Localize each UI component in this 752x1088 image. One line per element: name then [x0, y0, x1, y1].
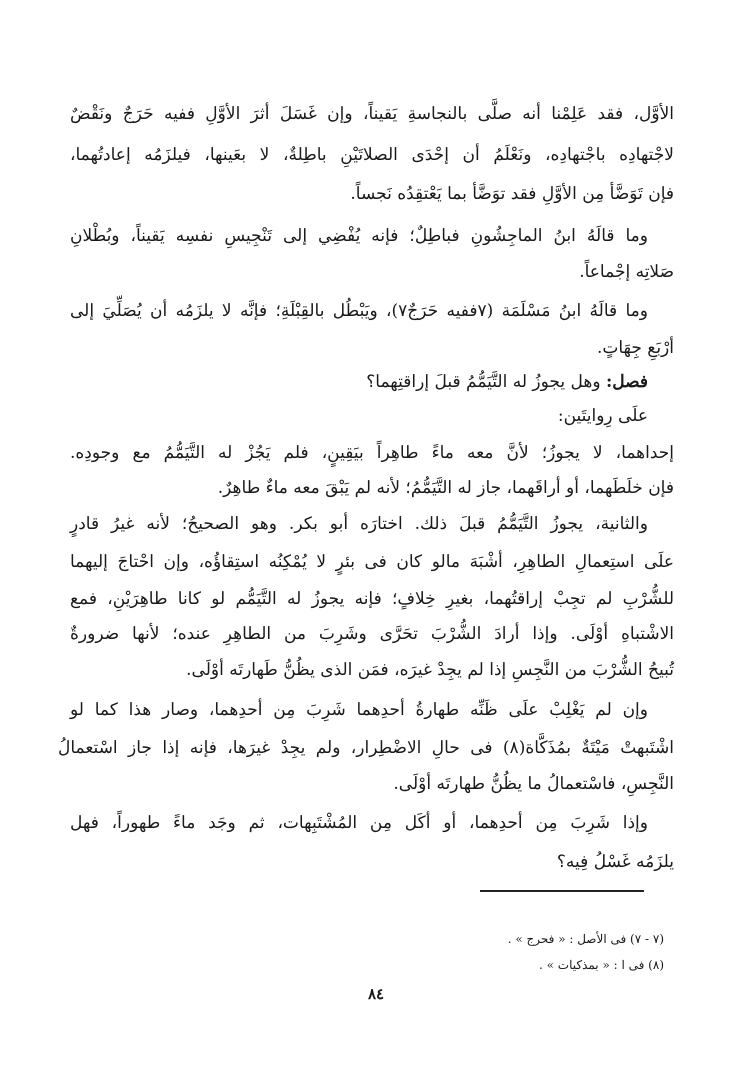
footnote-8: (٨) فى ا : « بمذكيات » .: [539, 958, 664, 972]
text-line-15: الاشْتباهِ أوْلَى. وإذا أرادَ الشُّرْبَ تحَرَّى وشَرِبَ من الطاهِرِ عنده؛ لأنها ضرورةٌ: [70, 624, 674, 644]
footnote-7: (٧ - ٧) فى الأصل : « فحرج » .: [507, 932, 664, 946]
text-line-13: علَى استِعمالِ الطاهِرِ، أشْبَهَ مالو كان فى بئرٍ لا يُمْكِنُه استِقاؤُه، وإن احْتاجَ إليهما: [70, 552, 674, 572]
text-line-17: وإن لم يَغْلِبْ علَى ظَنِّه طهارةُ أحدِهما شَرِبَ مِن أحدِهما، وصار هذا كما لو: [70, 700, 648, 720]
text-line-3: فإن تَوَضَّأ مِن الأوَّلِ فقد توَضَّأ بما يَعْتقِدُه نَجساً.: [350, 184, 674, 204]
text-line-12: والثانية، يجوزُ التَّيَمُّمُ قبلَ ذلك. اختارَه أبو بكر. وهو الصحيحُ؛ لأنه غيرُ قادرٍ: [70, 514, 648, 534]
text-line-20: وإذا شَرِبَ مِن أحدِهما، أو أكَل مِن المُشْتَبِهات، ثم وجَد ماءً طهوراً، فهل: [70, 813, 648, 833]
text-line-21: يلزَمُه غَسْلُ فِيه؟: [556, 852, 674, 872]
text-line-10: إحداهما، لا يجوزُ؛ لأنَّ معه ماءً طاهِراً بيَقِينٍ، فلم يَجُزْ له التَّيَمُّمُ مع وجودِه.: [70, 443, 674, 463]
text-line-4: وما قالَهُ ابنُ الماجِشُونِ فباطِلٌ؛ فإنه يُفْضِي إلى تَنْجِيسِ نفسِه يَقيناً، وبُطْلانِ: [70, 226, 648, 246]
footnote-separator: [480, 890, 644, 892]
text-line-14: للشُّرْبِ لم تجِبْ إراقتُهما، بغيرِ خِلافٍ؛ فإنه يجوزُ له التَّيَمُّم لو كانا طاهِرَيْنِ، فمع: [70, 589, 674, 609]
text-line-9: علَى رِوايتَين:: [557, 406, 648, 426]
text-line-1: الأوَّل، فقد عَلِمْنا أنه صلَّى بالنجاسةِ يَقيناً، وإن غَسَلَ أثرَ الأوَّلِ ففيه حَرَجٌ ونَقْضٌ: [70, 104, 674, 124]
text-line-5: صَلاتِه إجْماعاً.: [579, 262, 674, 282]
text-line-16: تُبيحُ الشُّرْبَ من النَّجِسِ إذا لم يجِدْ غيرَه، فمَن الذى يظُنُّ طَهارتَه أوْلَى.: [186, 660, 674, 680]
text-line-11: فإن خلَطَهما، أو أراقَهما، جاز له التَّيَمُّمُ؛ لأنه لم يَبْقَ معه ماءٌ طاهِرٌ.: [217, 478, 674, 498]
fasl-label: فصل:: [605, 372, 648, 392]
text-line-7: أرْبَعِ جِهَاتٍ.: [596, 338, 674, 358]
text-line-19: النَّجِسِ، فاسْتعمالُ ما يظُنُّ طهارتَه أوْلَى.: [393, 774, 674, 794]
text-line-2: لاجْتهادِه باجْتهادِه، ونَعْلَمُ أن إحْدَى الصلاتَيْنِ باطِلةٌ، لا بعَينها، فيلزَمُه إعادتُهما،: [70, 145, 674, 165]
section-heading-text: وهل يجوزُ له التَّيَمُّمُ قبلَ إراقتِهما؟: [366, 372, 601, 392]
text-line-6: وما قالَهُ ابنُ مَسْلَمَة (٧ففيه حَرَجٌ٧)، ويَبْطُل بالقِبْلَةِ؛ فإنَّه لا يلزَمُه أن يُصَلِّيَ إلى: [70, 301, 648, 321]
text-line-18: اشْتَبهتْ مَيْتَةٌ بمُذَكَّاة(٨) فى حالِ الاضْطِرار، ولم يجِدْ غيرَها، فإنه إذا جاز اسْتعمالُ: [58, 738, 674, 758]
page-number: ٨٤: [367, 985, 385, 1003]
